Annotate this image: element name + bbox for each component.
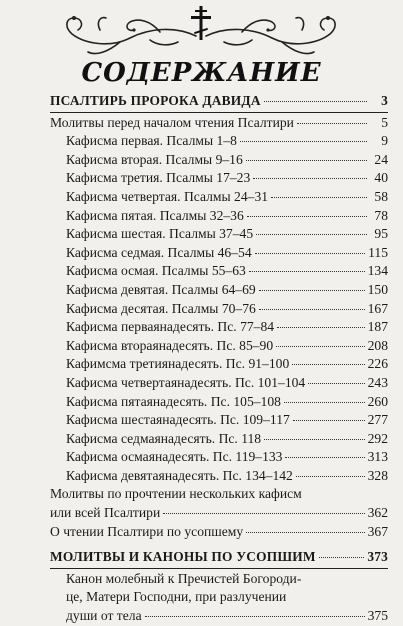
toc-page-number: 9 <box>381 133 388 149</box>
toc-entry[interactable] <box>50 523 388 542</box>
toc-entry[interactable] <box>50 281 388 300</box>
toc-entry[interactable] <box>50 374 388 393</box>
toc-page-number: 367 <box>367 523 388 539</box>
dot-leader <box>277 327 365 328</box>
dot-leader <box>276 346 364 347</box>
toc-entry[interactable] <box>50 151 388 170</box>
dot-leader <box>297 123 367 124</box>
toc-page-number: 208 <box>367 337 388 353</box>
toc-entry[interactable] <box>50 430 388 449</box>
dot-leader <box>259 290 365 291</box>
toc-entry[interactable] <box>50 188 388 207</box>
toc-entry[interactable] <box>50 114 388 133</box>
toc-entry[interactable] <box>50 244 388 263</box>
dot-leader <box>253 178 367 179</box>
dot-leader <box>292 364 364 365</box>
dot-leader <box>255 253 365 254</box>
toc-page-number: 187 <box>367 319 388 335</box>
dot-leader <box>296 476 365 477</box>
toc-section-heading[interactable] <box>50 92 388 111</box>
toc-entry-label: Кафисма перваянадесять. Пс. 77–84 <box>66 319 275 335</box>
toc-entry-label: Канон молебный к Пречистей Богороди- <box>66 570 302 586</box>
toc-entry-label: Кафисма девятая. Псалмы 64–69 <box>66 281 256 297</box>
dot-leader <box>259 309 365 310</box>
dot-leader <box>284 402 365 403</box>
dot-leader <box>240 141 367 142</box>
toc-page-number: 150 <box>367 281 388 297</box>
dot-leader <box>256 234 367 235</box>
toc-entry[interactable] <box>50 132 388 151</box>
dot-leader <box>308 383 364 384</box>
dot-leader <box>271 197 367 198</box>
toc-entry-label: Кафисма седмаянадесять. Пс. 118 <box>66 430 262 446</box>
toc-page-number: 375 <box>367 608 388 624</box>
toc-entry-continuation[interactable] <box>50 607 388 626</box>
toc-page-number: 328 <box>367 467 388 483</box>
heading-underline <box>50 568 388 569</box>
toc-page-number: 40 <box>374 170 388 186</box>
toc-entry-continuation[interactable] <box>50 504 388 523</box>
toc-entry-multiline[interactable] <box>50 485 388 504</box>
dot-leader <box>246 532 364 533</box>
toc-entry-label: Кафимсма третиянадесять. Пс. 91–100 <box>66 356 290 372</box>
toc-page-number: 5 <box>381 114 388 130</box>
toc-entry-label: це, Матери Господни, при разлучении <box>66 589 287 605</box>
toc-page-number: 243 <box>367 374 388 390</box>
dot-leader <box>319 557 365 558</box>
toc-entry-label: Кафисма десятая. Псалмы 70–76 <box>66 300 256 316</box>
dot-leader <box>285 457 364 458</box>
toc-entry[interactable] <box>50 337 388 356</box>
toc-page-number: 362 <box>367 505 388 521</box>
dot-leader <box>264 439 365 440</box>
toc-entry[interactable] <box>50 262 388 281</box>
toc-entry-label: Кафисма осмая. Псалмы 55–63 <box>66 263 246 279</box>
toc-entry-label: души от тела <box>66 608 142 624</box>
toc-page-number: 313 <box>367 449 388 465</box>
toc-entry[interactable] <box>50 393 388 412</box>
toc-entry[interactable] <box>50 225 388 244</box>
toc-page-number: 95 <box>374 226 388 242</box>
dot-leader <box>264 101 367 102</box>
toc-entry-label: Кафисма первая. Псалмы 1–8 <box>66 133 237 149</box>
toc-entry-label: Кафисма пятая. Псалмы 32–36 <box>66 207 244 223</box>
toc-page-number: 58 <box>374 188 388 204</box>
toc-entry-label: О чтении Псалтири по усопшему <box>50 523 244 539</box>
dot-leader <box>293 420 365 421</box>
toc-page-number: 167 <box>367 300 388 316</box>
toc-page-number: 24 <box>374 151 388 167</box>
toc-page-number: 260 <box>367 393 388 409</box>
toc-entry-label: Кафисма третия. Псалмы 17–23 <box>66 170 251 186</box>
toc-entry-label: Кафисма втораянадесять. Пс. 85–90 <box>66 337 274 353</box>
toc-page-number: 226 <box>367 356 388 372</box>
toc-entry[interactable] <box>50 300 388 319</box>
toc-entry[interactable] <box>50 169 388 188</box>
dot-leader <box>249 271 365 272</box>
toc-page-number: 3 <box>381 93 388 108</box>
toc-page-number: 134 <box>367 263 388 279</box>
dot-leader <box>246 160 367 161</box>
toc-entry-label: или всей Псалтири <box>50 505 161 521</box>
toc-heading-label: ПСАЛТИРЬ ПРОРОКА ДАВИДА <box>50 93 261 108</box>
toc-entry[interactable] <box>50 355 388 374</box>
page-title: СОДЕРЖАНИЕ <box>81 58 322 88</box>
toc-entry-label: Кафисма шестая. Псалмы 37–45 <box>66 226 254 242</box>
table-of-contents <box>50 92 388 626</box>
toc-page-number: 292 <box>367 430 388 446</box>
toc-entry-label: Кафисма четвертаянадесять. Пс. 101–104 <box>66 374 306 390</box>
toc-entry-label: Кафисма вторая. Псалмы 9–16 <box>66 151 243 167</box>
toc-entry-continuation[interactable] <box>50 588 388 607</box>
toc-entry-label: Кафисма седмая. Псалмы 46–54 <box>66 244 252 260</box>
toc-entry-label: Молитвы перед началом чтения Псалтири <box>50 114 294 130</box>
dot-leader <box>145 616 365 617</box>
toc-page-number: 78 <box>374 207 388 223</box>
toc-entry-label: Кафисма осмаянадесять. Пс. 119–133 <box>66 449 283 465</box>
dot-leader <box>247 216 367 217</box>
toc-entry[interactable] <box>50 318 388 337</box>
toc-page-number: 373 <box>367 549 388 565</box>
toc-page-number: 277 <box>367 412 388 428</box>
toc-entry[interactable] <box>50 448 388 467</box>
toc-entry-label: Кафисма шестаянадесять. Пс. 109–117 <box>66 412 290 428</box>
toc-entry-label: Кафисма девятаянадесять. Пс. 134–142 <box>66 467 293 483</box>
toc-entry-multiline[interactable] <box>50 570 388 589</box>
dot-leader <box>163 513 364 514</box>
heading-underline <box>50 112 388 113</box>
toc-entry[interactable] <box>50 467 388 486</box>
toc-section-heading[interactable] <box>50 548 388 567</box>
toc-page-number: 115 <box>368 244 388 260</box>
toc-heading-label: МОЛИТВЫ И КАНОНЫ ПО УСОПШИМ <box>50 549 316 565</box>
toc-entry[interactable] <box>50 411 388 430</box>
toc-entry-label: Кафисма пятаянадесять. Пс. 105–108 <box>66 393 281 409</box>
toc-entry[interactable] <box>50 207 388 226</box>
toc-entry-label: Кафисма четвертая. Псалмы 24–31 <box>66 188 269 204</box>
toc-entry-label: Молитвы по прочтении нескольких кафисм <box>50 486 302 502</box>
